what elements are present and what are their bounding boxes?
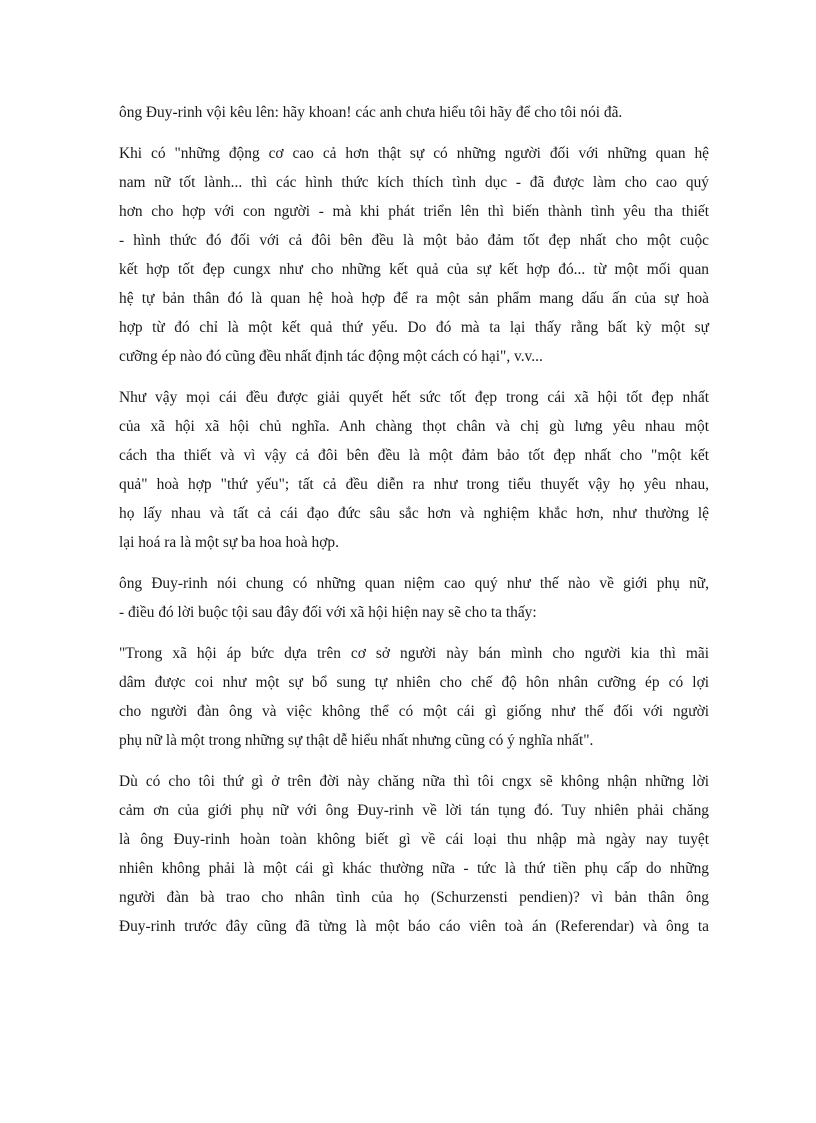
text-line: - điều đó lời buộc tội sau đây đối với xã hội hiện nay sẽ cho ta thấy:	[119, 604, 537, 621]
text-line: cho người đàn ông và việc không thể có một cái gì giống như thế đối với người	[119, 703, 709, 720]
text-line: kết hợp tốt đẹp cungx như cho những kết quả của sự kết hợp đó... từ một mối quan	[119, 261, 709, 278]
text-line: cách tha thiết và vì vậy cả đôi bên đều là một đảm bảo tốt đẹp nhất cho "một kết	[119, 447, 709, 464]
paragraph-6	[119, 767, 709, 941]
text-line: cưỡng ép nào đó cũng đều nhất định tác động một cách có hại", v.v...	[119, 348, 543, 365]
text-line: hơn cho hợp với con người - mà khi phát triển lên thì biến thành tình yêu tha thiết	[119, 203, 709, 220]
text-line: Dù có cho tôi thứ gì ở trên đời này chăng nữa thì tôi cngx sẽ không nhận những lời	[119, 773, 709, 790]
text-line: dâm được coi như một sự bổ sung tự nhiên cho chế độ hôn nhân cưỡng ép có lợi	[119, 674, 709, 691]
text-line: phụ nữ là một trong những sự thật dễ hiểu nhất nhưng cũng có ý nghĩa nhất".	[119, 732, 594, 749]
text-line: họ lấy nhau và tất cả cái đạo đức sâu sắc hơn và nghiệm khắc hơn, như thường lệ	[119, 505, 709, 522]
text-line: hợp từ đó chỉ là một kết quả thứ yếu. Do đó mà ta lại thấy rằng bất kỳ một sự	[119, 319, 709, 336]
text-line: của xã hội xã hội chủ nghĩa. Anh chàng thọt chân và chị gù lưng yêu nhau một	[119, 418, 709, 435]
text-line: - hình thức đó đối với cả đôi bên đều là một bảo đảm tốt đẹp nhất cho một cuộc	[119, 232, 709, 249]
text-line: quả" hoà hợp "thứ yếu"; tất cả đều diễn ra như trong tiểu thuyết vậy họ yêu nhau,	[119, 476, 709, 493]
body-text	[119, 98, 709, 953]
paragraph-5-quote	[119, 639, 709, 755]
text-line: nhiên không phải là một cái gì khác thường nữa - tức là thứ tiền phụ cấp do những	[119, 860, 709, 877]
text-line: hệ tự bản thân đó là quan hệ hoà hợp để ra một sản phẩm mang dấu ấn của sự hoà	[119, 290, 709, 307]
paragraph-3	[119, 383, 709, 557]
text-line: Đuy-rinh trước đây cũng đã từng là một báo cáo viên toà án (Referendar) và ông ta	[119, 918, 709, 935]
text-line: Như vậy mọi cái đều được giải quyết hết sức tốt đẹp trong cái xã hội tốt đẹp nhất	[119, 389, 709, 406]
paragraph-2	[119, 139, 709, 371]
text-line: lại hoá ra là một sự ba hoa hoà hợp.	[119, 534, 339, 551]
text-line: nam nữ tốt lành... thì các hình thức kích thích tình dục - đã được làm cho cao quý	[119, 174, 709, 191]
text-line: là ông Đuy-rinh hoàn toàn không biết gì về cái loại thu nhập mà ngày nay tuyệt	[119, 831, 709, 848]
text-line: ông Đuy-rinh nói chung có những quan niệm cao quý như thế nào về giới phụ nữ,	[119, 575, 709, 592]
text-line: Khi có "những động cơ cao cả hơn thật sự có những người đối với những quan hệ	[119, 145, 709, 162]
paragraph-4	[119, 569, 709, 627]
text-line: "Trong xã hội áp bức dựa trên cơ sở người này bán mình cho người kia thì mãi	[119, 645, 709, 662]
text-line: cảm ơn của giới phụ nữ với ông Đuy-rinh về lời tán tụng đó. Tuy nhiên phải chăng	[119, 802, 709, 819]
text-line: người đàn bà trao cho nhân tình của họ (Schurzensti pendien)? vì bản thân ông	[119, 889, 709, 906]
paragraph-1	[119, 98, 709, 127]
text-line: ông Đuy-rinh vội kêu lên: hãy khoan! các anh chưa hiểu tôi hãy để cho tôi nói đã.	[119, 104, 623, 121]
